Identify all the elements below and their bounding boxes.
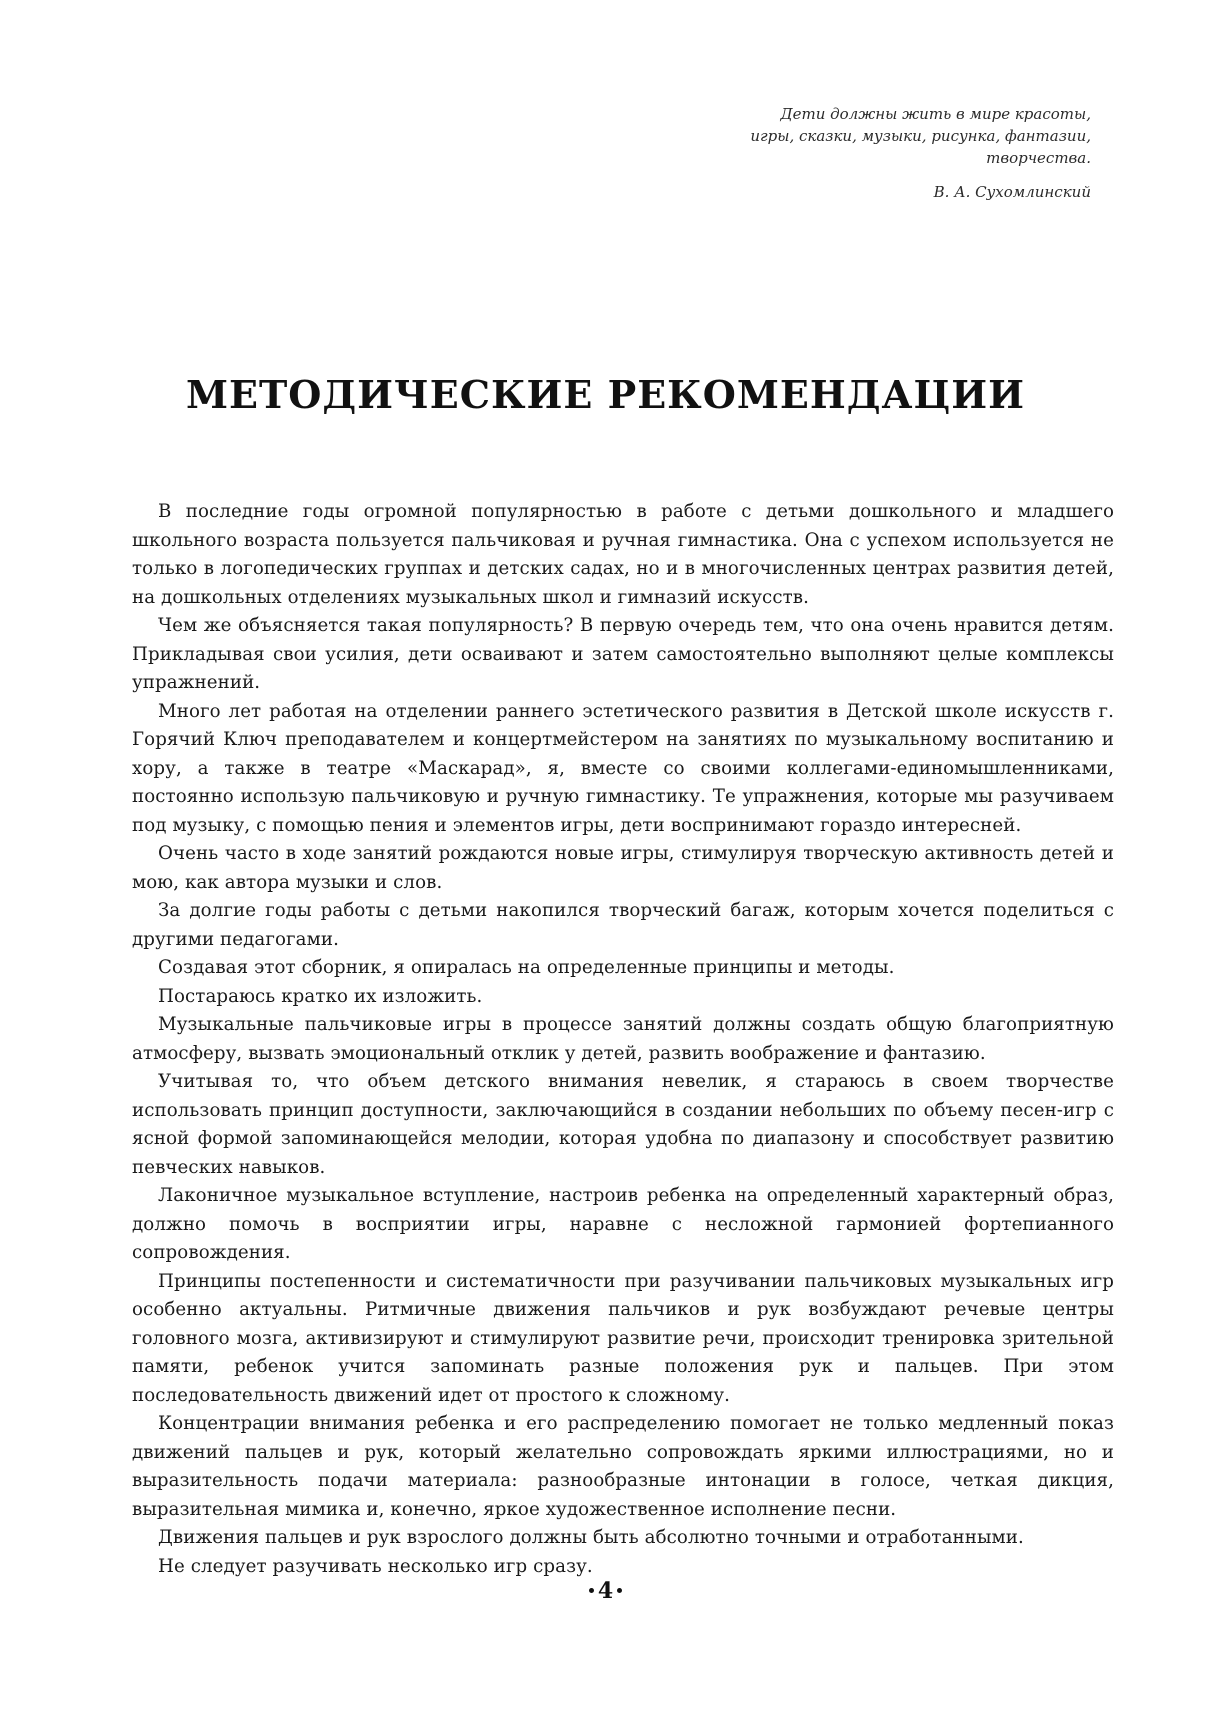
epigraph <box>671 103 1091 203</box>
paragraph: За долгие годы работы с детьми накопился творческий багаж, которым хочется поделиться с другими педагогами. <box>132 900 1114 950</box>
page-title: МЕТОДИЧЕСКИЕ РЕКОМЕНДАЦИИ <box>185 372 1026 417</box>
paragraph: Очень часто в ходе занятий рождаются новые игры, стимулируя творческую активность детей и мою, как автора музыки и слов. <box>132 843 1114 893</box>
paragraph: Движения пальцев и рук взрослого должны быть абсолютно точными и отработанными. <box>158 1527 1024 1548</box>
bullet-dot-icon <box>617 1588 622 1593</box>
epigraph-line: творчества. <box>986 149 1091 167</box>
body-text <box>132 498 1114 1581</box>
paragraph: Не следует разучивать несколько игр сразу. <box>158 1555 593 1577</box>
page-number <box>0 1578 1211 1604</box>
paragraph: Чем же объясняется такая популярность? В первую очередь тем, что она очень нравится детям. Прикладывая свои усилия, дети осваивают и затем самостоятельно выполняют целые комплексы упражнений. <box>132 615 1114 693</box>
paragraph: В последние годы огромной популярностью в работе с детьми дошкольного и младшего школьного возраста пользуется пальчиковая и ручная гимнастика. Она с успехом используется не только в логопедических группах и детских садах, но и в многочисленных центрах развития детей, на дошкольных отделениях музыкальных школ и гимназий искусств. <box>132 501 1114 608</box>
paragraph: Музыкальные пальчиковые игры в процессе занятий должны создать общую благоприятную атмосферу, вызвать эмоциональный отклик у детей, развить воображение и фантазию. <box>132 1014 1114 1064</box>
paragraph: Концентрации внимания ребенка и его распределению помогает не только медленный показ движений пальцев и рук, который желательно сопровождать яркими иллюстрациями, но и выразительность подачи материала: разнообразные интонации в голосе, четкая дикция, выразительная мимика и, конечно, яркое художественное исполнение песни. <box>132 1413 1114 1520</box>
epigraph-line: игры, сказки, музыки, рисунка, фантазии, <box>750 127 1091 145</box>
paragraph: Лаконичное музыкальное вступление, настроив ребенка на определенный характерный образ, должно помочь в восприятии игры, наравне с несложной гармонией фортепианного сопровождения. <box>132 1185 1114 1263</box>
bullet-dot-icon <box>589 1588 594 1593</box>
paragraph: Учитывая то, что объем детского внимания невелик, я стараюсь в своем творчестве использовать принцип доступности, заключающийся в создании небольших по объему песен-игр с ясной формой запоминающейся мелодии, которая удобна по диапазону и способствует развитию певческих навыков. <box>132 1071 1114 1178</box>
epigraph-author: В. А. Сухомлинский <box>933 183 1091 201</box>
paragraph: Принципы постепенности и систематичности при разучивании пальчиковых музыкальных игр особенно актуальны. Ритмичные движения пальчиков и рук возбуждают речевые центры головного мозга, активизируют и стимулируют развитие речи, происходит тренировка зрительной памяти, ребенок учится запоминать разные положения рук и пальцев. При этом последовательность движений идет от простого к сложному. <box>132 1270 1114 1406</box>
epigraph-line: Дети должны жить в мире красоты, <box>780 105 1091 123</box>
paragraph: Создавая этот сборник, я опиралась на определенные принципы и методы. <box>158 957 895 978</box>
paragraph: Постараюсь кратко их изложить. <box>158 985 483 1007</box>
page-number-value: 4 <box>597 1578 614 1604</box>
paragraph: Много лет работая на отделении раннего эстетического развития в Детской школе искусств г. Горячий Ключ преподавателем и концертмейстером на занятиях по музыкальному воспитанию и хору, а также в театре «Маскарад», я, вместе со своими коллегами-единомышленниками, постоянно использую пальчиковую и ручную гимнастику. Те упражнения, которые мы разучиваем под музыку, с помощью пения и элементов игры, дети воспринимают гораздо интересней. <box>132 700 1114 836</box>
